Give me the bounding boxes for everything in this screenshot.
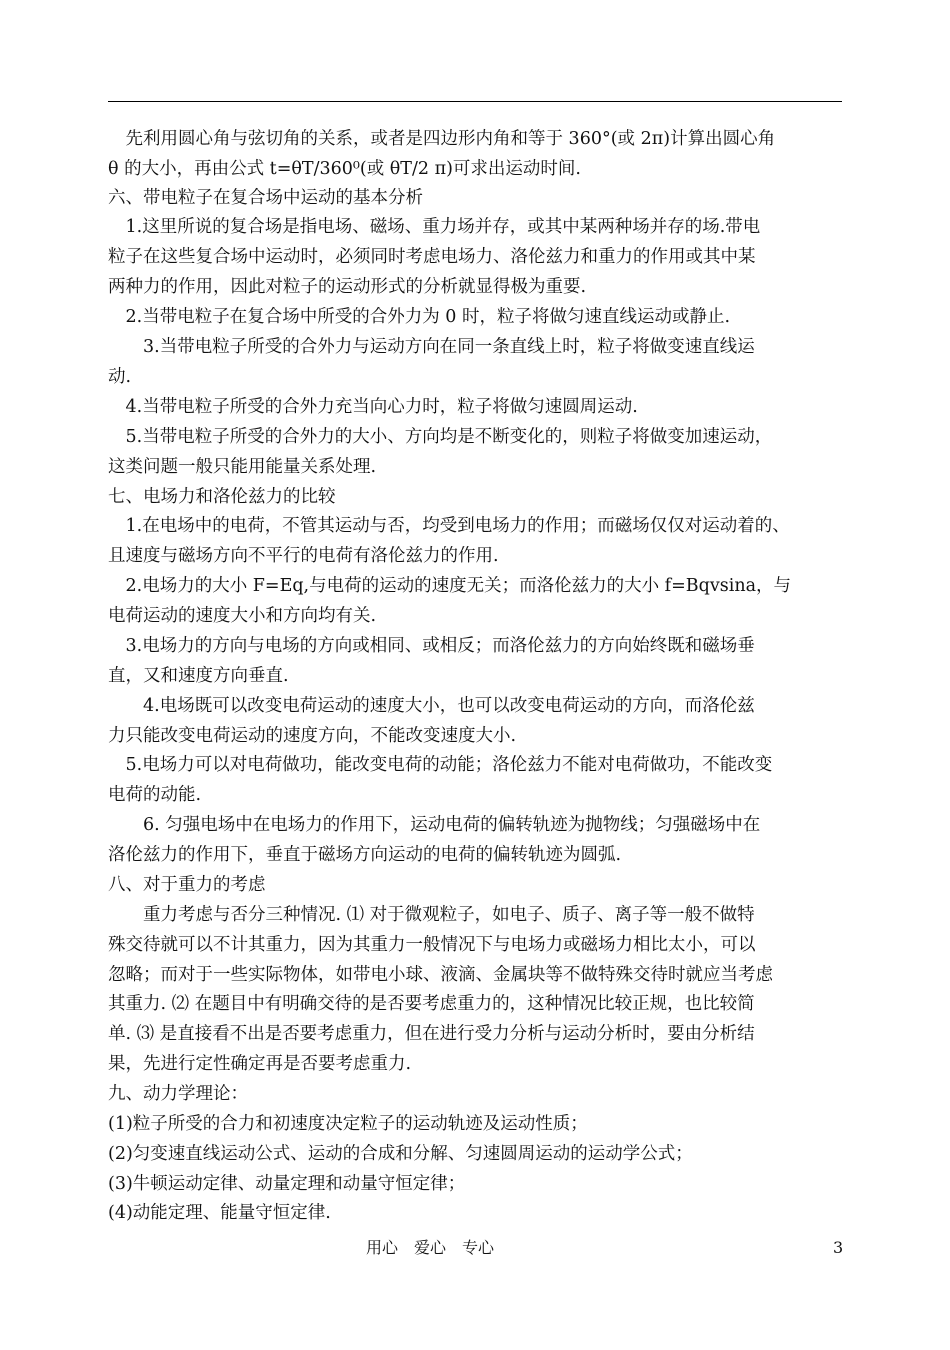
text-line: 粒子在这些复合场中运动时，必须同时考虑电场力、洛伦兹力和重力的作用或其中某 (108, 247, 756, 267)
section-heading: 七、电场力和洛伦兹力的比较 (108, 487, 336, 507)
text-line: 殊交待就可以不计其重力，因为其重力一般情况下与电场力或磁场力相比太小，可以 (108, 935, 756, 955)
header-rule (108, 101, 842, 102)
text-line: 电荷运动的速度大小和方向均有关. (108, 606, 377, 626)
text-line: 3.电场力的方向与电场的方向或相同、或相反；而洛伦兹力的方向始终既和磁场垂 (108, 636, 755, 656)
text-line: 果，先进行定性确定再是否要考虑重力. (108, 1054, 412, 1074)
text-line: 6. 匀强电场中在电场力的作用下，运动电荷的偏转轨迹为抛物线；匀强磁场中在 (108, 815, 761, 835)
text-line: 2.电场力的大小 F=Eq,与电荷的运动的速度无关；而洛伦兹力的大小 f=Bqvsina，与 (108, 576, 792, 596)
page-number: 3 (833, 1238, 844, 1257)
text-line: 2.当带电粒子在复合场中所受的合外力为 0 时，粒子将做匀速直线运动或静止. (108, 307, 731, 327)
list-item: (4)动能定理、能量守恒定律. (108, 1203, 331, 1223)
text-line: 1.在电场中的电荷，不管其运动与否，均受到电场力的作用；而磁场仅仅对运动着的、 (108, 516, 790, 536)
footer-motto: 用心 爱心 专心 (366, 1238, 495, 1257)
text-line: 1.这里所说的复合场是指电场、磁场、重力场并存，或其中某两种场并存的场.带电 (108, 217, 761, 237)
text-line: 3.当带电粒子所受的合外力与运动方向在同一条直线上时，粒子将做变速直线运 (108, 337, 755, 357)
section-heading: 九、动力学理论： (108, 1084, 248, 1104)
text-line: 且速度与磁场方向不平行的电荷有洛伦兹力的作用. (108, 546, 499, 566)
list-item: (1)粒子所受的合力和初速度决定粒子的运动轨迹及运动性质； (108, 1114, 588, 1134)
text-line: 动. (108, 367, 132, 387)
text-line: 其重力. ⑵ 在题目中有明确交待的是否要考虑重力的，这种情况比较正规，也比较简 (108, 994, 755, 1014)
text-line: 4.当带电粒子所受的合外力充当向心力时，粒子将做匀速圆周运动. (108, 397, 638, 417)
list-item: (2)匀变速直线运动公式、运动的合成和分解、匀速圆周运动的运动学公式； (108, 1144, 693, 1164)
text-line: 忽略；而对于一些实际物体，如带电小球、液滴、金属块等不做特殊交待时就应当考虑 (108, 965, 773, 985)
text-line: 直，又和速度方向垂直. (108, 666, 289, 686)
list-item: (3)牛顿运动定律、动量定理和动量守恒定律； (108, 1174, 466, 1194)
text-line: 先利用圆心角与弦切角的关系，或者是四边形内角和等于 360°(或 2π)计算出圆心角 (108, 129, 776, 149)
text-line: 单. ⑶ 是直接看不出是否要考虑重力，但在进行受力分析与运动分析时，要由分析结 (108, 1024, 755, 1044)
text-line: 4.电场既可以改变电荷运动的速度大小，也可以改变电荷运动的方向，而洛伦兹 (108, 696, 755, 716)
text-line: 重力考虑与否分三种情况. ⑴ 对于微观粒子，如电子、质子、离子等一般不做特 (108, 905, 755, 925)
text-line: 洛伦兹力的作用下，垂直于磁场方向运动的电荷的偏转轨迹为圆弧. (108, 845, 622, 865)
text-line: 这类问题一般只能用能量关系处理. (108, 457, 377, 477)
text-line: 5.电场力可以对电荷做功，能改变电荷的动能；洛伦兹力不能对电荷做功，不能改变 (108, 755, 773, 775)
text-line: 力只能改变电荷运动的速度方向，不能改变速度大小. (108, 726, 517, 746)
text-line: 5.当带电粒子所受的合外力的大小、方向均是不断变化的，则粒子将做变加速运动， (108, 427, 773, 447)
section-heading: 八、对于重力的考虑 (108, 875, 266, 895)
text-line: 电荷的动能. (108, 785, 202, 805)
text-line: 两种力的作用，因此对粒子的运动形式的分析就显得极为重要. (108, 277, 587, 297)
section-heading: 六、带电粒子在复合场中运动的基本分析 (108, 188, 423, 208)
text-line: θ 的大小，再由公式 t=θT/360⁰(或 θT/2 π)可求出运动时间. (108, 159, 581, 179)
